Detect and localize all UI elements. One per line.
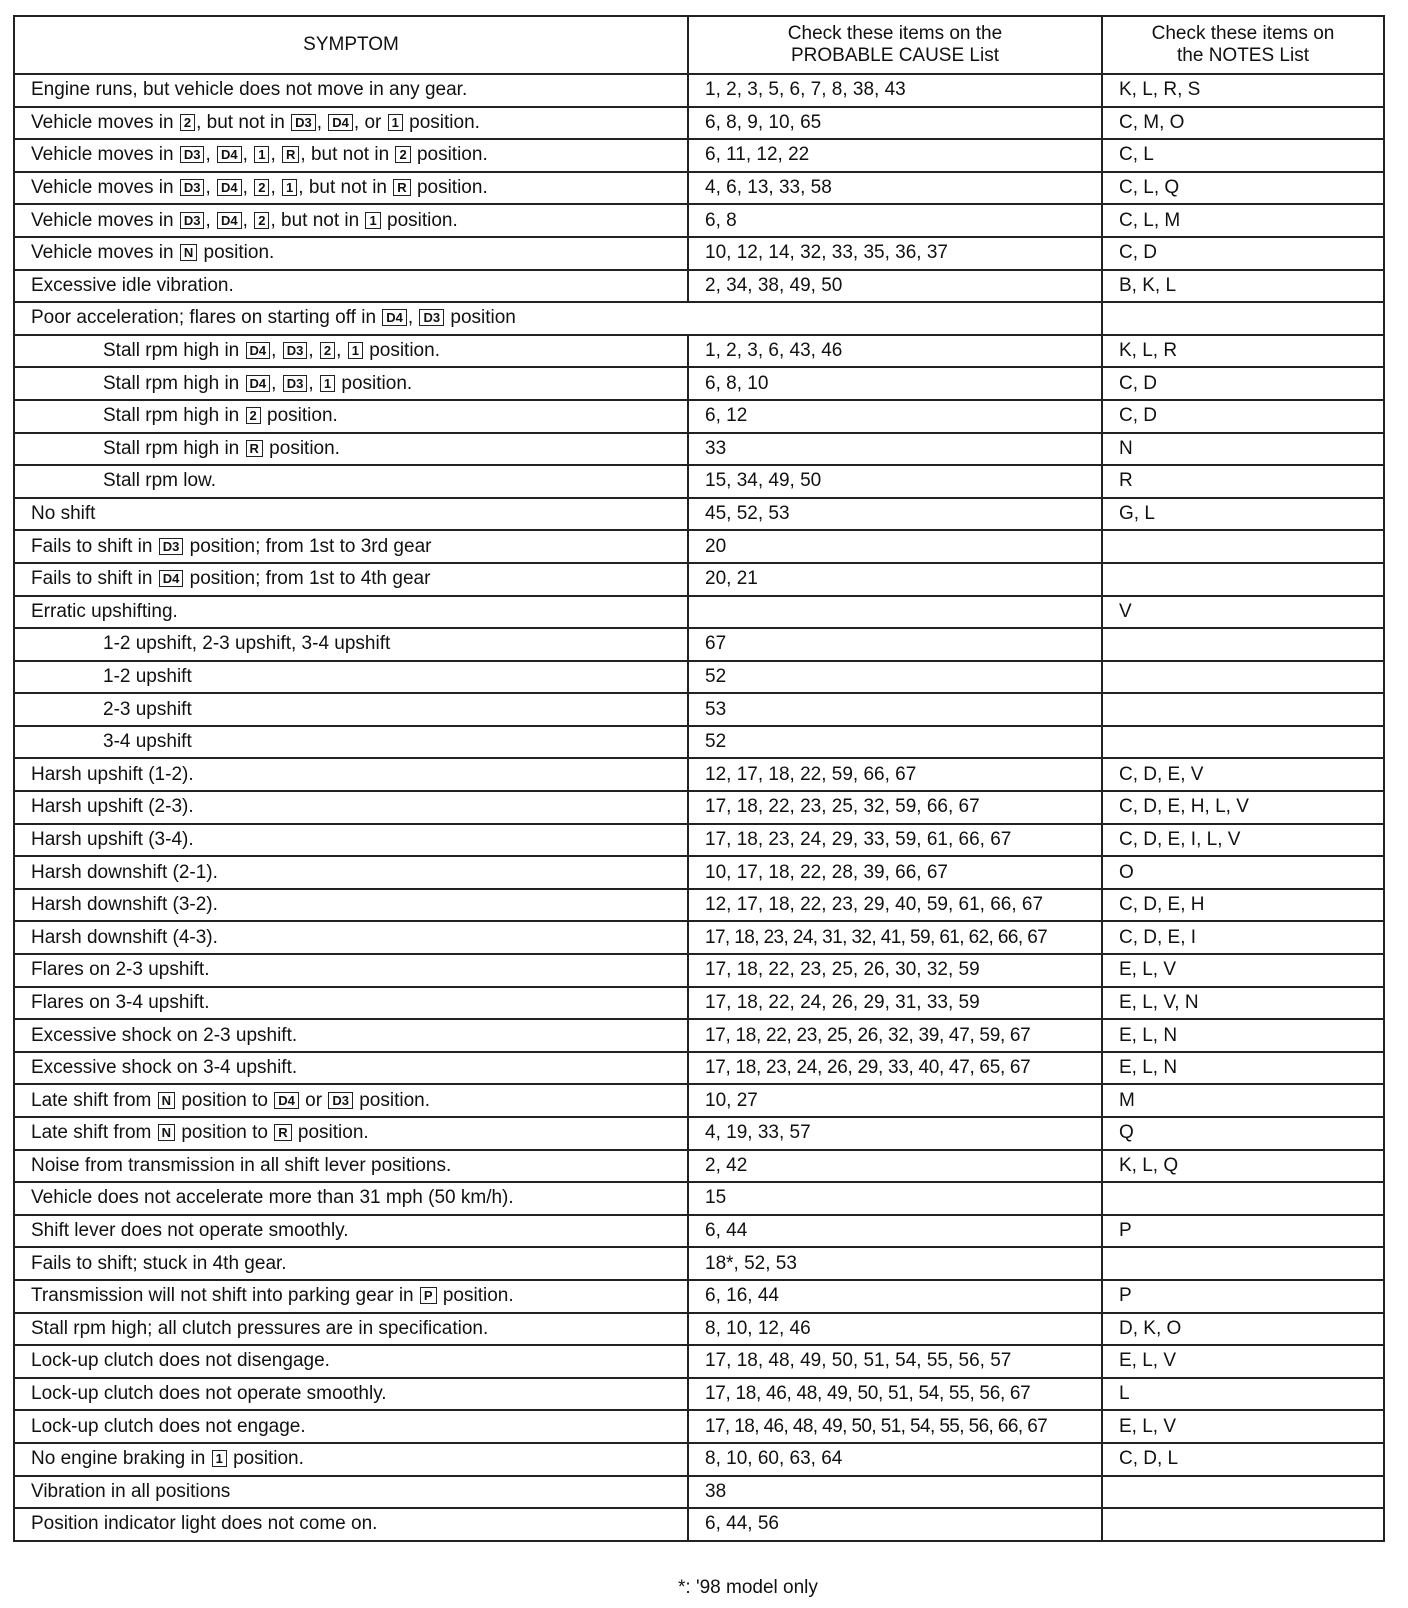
symptom-cell: Vehicle moves in D3 , D4 , 2 , 1 , but not in R position. — [14, 172, 688, 205]
position-n-symbol: N — [158, 1092, 175, 1109]
notes-cell — [1102, 661, 1384, 694]
notes-cell: C, L, Q — [1102, 172, 1384, 205]
notes-cell: P — [1102, 1280, 1384, 1313]
table-row — [14, 400, 1384, 433]
notes-cell: P — [1102, 1215, 1384, 1248]
cause-cell: 15, 34, 49, 50 — [688, 465, 1102, 498]
table-row — [14, 1378, 1384, 1411]
notes-cell — [1102, 1182, 1384, 1215]
table-row — [14, 302, 1384, 335]
symptom-cell: 1-2 upshift, 2-3 upshift, 3-4 upshift — [14, 628, 688, 661]
position-d4-symbol: D4 — [246, 342, 271, 359]
symptom-cell: Vehicle moves in 2 , but not in D3 , D4 , or 1 position. — [14, 107, 688, 140]
notes-cell: C, L — [1102, 139, 1384, 172]
symptom-cell: Stall rpm high in 2 position. — [14, 400, 688, 433]
table-row — [14, 693, 1384, 726]
position-d4-symbol: D4 — [246, 375, 271, 392]
cause-cell: 1, 2, 3, 5, 6, 7, 8, 38, 43 — [688, 74, 1102, 107]
notes-cell — [1102, 628, 1384, 661]
notes-cell: K, L, Q — [1102, 1150, 1384, 1183]
position-2-symbol: 2 — [180, 114, 195, 131]
symptom-cell: Transmission will not shift into parking gear in P position. — [14, 1280, 688, 1313]
header-row — [14, 16, 1384, 74]
symptom-cell: No shift — [14, 498, 688, 531]
position-2-symbol: 2 — [320, 342, 335, 359]
position-d3-symbol: D3 — [419, 309, 444, 326]
symptom-cell: Stall rpm high in R position. — [14, 433, 688, 466]
position-d4-symbol: D4 — [217, 212, 242, 229]
symptom-cell: Stall rpm low. — [14, 465, 688, 498]
symptom-cell: Harsh downshift (3-2). — [14, 889, 688, 922]
cause-cell: 8, 10, 12, 46 — [688, 1313, 1102, 1346]
symptom-cell: Late shift from N position to R position. — [14, 1117, 688, 1150]
cause-cell: 12, 17, 18, 22, 23, 29, 40, 59, 61, 66, 67 — [688, 889, 1102, 922]
symptom-cell: Excessive shock on 2-3 upshift. — [14, 1019, 688, 1052]
cause-cell: 17, 18, 46, 48, 49, 50, 51, 54, 55, 56, 66, 67 — [688, 1410, 1102, 1443]
position-d4-symbol: D4 — [217, 179, 242, 196]
cause-cell: 6, 8, 9, 10, 65 — [688, 107, 1102, 140]
table-row — [14, 530, 1384, 563]
cause-cell: 1, 2, 3, 6, 43, 46 — [688, 335, 1102, 368]
cause-cell: 6, 11, 12, 22 — [688, 139, 1102, 172]
symptom-header: SYMPTOM — [14, 16, 688, 74]
position-r-symbol: R — [282, 146, 299, 163]
symptom-cell: Harsh downshift (2-1). — [14, 856, 688, 889]
table-row — [14, 889, 1384, 922]
table-row — [14, 1345, 1384, 1378]
notes-header: Check these items on the NOTES List — [1102, 16, 1384, 74]
symptom-cell: Harsh upshift (2-3). — [14, 791, 688, 824]
symptom-cell: Excessive idle vibration. — [14, 270, 688, 303]
cause-cell: 10, 27 — [688, 1084, 1102, 1117]
position-1-symbol: 1 — [212, 1450, 227, 1467]
table-row — [14, 628, 1384, 661]
cause-cell: 17, 18, 46, 48, 49, 50, 51, 54, 55, 56, 67 — [688, 1378, 1102, 1411]
notes-cell — [1102, 1508, 1384, 1541]
notes-cell: B, K, L — [1102, 270, 1384, 303]
table-row — [14, 237, 1384, 270]
cause-cell: 6, 44, 56 — [688, 1508, 1102, 1541]
table-row — [14, 1182, 1384, 1215]
notes-cell: K, L, R, S — [1102, 74, 1384, 107]
notes-cell: E, L, V — [1102, 954, 1384, 987]
position-2-symbol: 2 — [395, 146, 410, 163]
symptom-cell: Flares on 2-3 upshift. — [14, 954, 688, 987]
table-row — [14, 1215, 1384, 1248]
position-2-symbol: 2 — [254, 179, 269, 196]
position-d4-symbol: D4 — [217, 146, 242, 163]
notes-cell: E, L, V — [1102, 1345, 1384, 1378]
notes-cell: E, L, N — [1102, 1052, 1384, 1085]
position-d3-symbol: D3 — [180, 146, 205, 163]
symptom-cell: Fails to shift; stuck in 4th gear. — [14, 1247, 688, 1280]
position-d4-symbol: D4 — [274, 1092, 299, 1109]
position-d3-symbol: D3 — [159, 538, 184, 555]
table-row — [14, 172, 1384, 205]
table-row — [14, 1084, 1384, 1117]
cause-cell: 6, 12 — [688, 400, 1102, 433]
cause-cell: 17, 18, 22, 23, 25, 26, 30, 32, 59 — [688, 954, 1102, 987]
cause-cell: 17, 18, 23, 24, 26, 29, 33, 40, 47, 65, 67 — [688, 1052, 1102, 1085]
notes-cell: C, D — [1102, 367, 1384, 400]
table-row — [14, 433, 1384, 466]
cause-cell: 10, 12, 14, 32, 33, 35, 36, 37 — [688, 237, 1102, 270]
table-row — [14, 1247, 1384, 1280]
position-1-symbol: 1 — [282, 179, 297, 196]
symptom-cell: Vehicle moves in N position. — [14, 237, 688, 270]
symptom-cell: Noise from transmission in all shift lever positions. — [14, 1150, 688, 1183]
position-1-symbol: 1 — [254, 146, 269, 163]
position-r-symbol: R — [274, 1124, 291, 1141]
table-row — [14, 726, 1384, 759]
position-d3-symbol: D3 — [283, 342, 308, 359]
cause-cell: 17, 18, 22, 23, 25, 26, 32, 39, 47, 59, 67 — [688, 1019, 1102, 1052]
table-row — [14, 465, 1384, 498]
table-row — [14, 1410, 1384, 1443]
symptom-cell: Harsh upshift (1-2). — [14, 758, 688, 791]
cause-cell: 6, 8 — [688, 204, 1102, 237]
symptom-cell: 2-3 upshift — [14, 693, 688, 726]
table-row — [14, 1150, 1384, 1183]
cause-cell: 52 — [688, 661, 1102, 694]
symptom-cell: Engine runs, but vehicle does not move in any gear. — [14, 74, 688, 107]
table-row — [14, 1508, 1384, 1541]
notes-cell: E, L, V — [1102, 1410, 1384, 1443]
notes-cell — [1102, 563, 1384, 596]
table-row — [14, 824, 1384, 857]
table-row — [14, 921, 1384, 954]
cause-cell: 20, 21 — [688, 563, 1102, 596]
position-n-symbol: N — [180, 244, 197, 261]
table-row — [14, 1117, 1384, 1150]
table-row — [14, 987, 1384, 1020]
table-row — [14, 270, 1384, 303]
cause-cell: 17, 18, 22, 24, 26, 29, 31, 33, 59 — [688, 987, 1102, 1020]
table-row — [14, 661, 1384, 694]
table-row — [14, 791, 1384, 824]
cause-cell: 18*, 52, 53 — [688, 1247, 1102, 1280]
cause-cell: 15 — [688, 1182, 1102, 1215]
notes-cell: C, D — [1102, 237, 1384, 270]
table-row — [14, 335, 1384, 368]
cause-cell: 17, 18, 48, 49, 50, 51, 54, 55, 56, 57 — [688, 1345, 1102, 1378]
table-row — [14, 856, 1384, 889]
notes-cell: C, D — [1102, 400, 1384, 433]
cause-cell: 8, 10, 60, 63, 64 — [688, 1443, 1102, 1476]
notes-cell: N — [1102, 433, 1384, 466]
symptom-cell: 3-4 upshift — [14, 726, 688, 759]
cause-cell: 53 — [688, 693, 1102, 726]
notes-cell: D, K, O — [1102, 1313, 1384, 1346]
notes-cell — [1102, 302, 1384, 335]
notes-cell — [1102, 1476, 1384, 1509]
position-1-symbol: 1 — [320, 375, 335, 392]
notes-cell: R — [1102, 465, 1384, 498]
symptom-cell: Stall rpm high in D4 , D3 , 1 position. — [14, 367, 688, 400]
position-1-symbol: 1 — [348, 342, 363, 359]
symptom-cell: Harsh downshift (4-3). — [14, 921, 688, 954]
cause-cell: 4, 6, 13, 33, 58 — [688, 172, 1102, 205]
notes-cell: C, D, E, I, L, V — [1102, 824, 1384, 857]
table-row — [14, 498, 1384, 531]
cause-cell: 6, 16, 44 — [688, 1280, 1102, 1313]
table-row — [14, 563, 1384, 596]
cause-cell: 6, 8, 10 — [688, 367, 1102, 400]
symptom-cell: Late shift from N position to D4 or D3 position. — [14, 1084, 688, 1117]
symptom-cell: Fails to shift in D3 position; from 1st to 3rd gear — [14, 530, 688, 563]
notes-cell: Q — [1102, 1117, 1384, 1150]
troubleshooting-table — [13, 15, 1385, 1542]
notes-cell — [1102, 693, 1384, 726]
cause-cell: 2, 42 — [688, 1150, 1102, 1183]
notes-cell: E, L, V, N — [1102, 987, 1384, 1020]
symptom-cell: Lock-up clutch does not disengage. — [14, 1345, 688, 1378]
position-d3-symbol: D3 — [328, 1092, 353, 1109]
table-row — [14, 1443, 1384, 1476]
notes-cell: C, D, E, I — [1102, 921, 1384, 954]
position-d3-symbol: D3 — [180, 179, 205, 196]
symptom-cell: Lock-up clutch does not engage. — [14, 1410, 688, 1443]
symptom-cell: 1-2 upshift — [14, 661, 688, 694]
cause-cell: 10, 17, 18, 22, 28, 39, 66, 67 — [688, 856, 1102, 889]
cause-cell: 2, 34, 38, 49, 50 — [688, 270, 1102, 303]
cause-cell: 67 — [688, 628, 1102, 661]
position-d3-symbol: D3 — [180, 212, 205, 229]
notes-cell: O — [1102, 856, 1384, 889]
cause-cell: 12, 17, 18, 22, 59, 66, 67 — [688, 758, 1102, 791]
table-row — [14, 1052, 1384, 1085]
notes-cell: E, L, N — [1102, 1019, 1384, 1052]
position-d3-symbol: D3 — [291, 114, 316, 131]
symptom-cell: Vehicle moves in D3 , D4 , 1 , R , but not in 2 position. — [14, 139, 688, 172]
cause-cell: 52 — [688, 726, 1102, 759]
notes-cell: C, D, E, V — [1102, 758, 1384, 791]
position-p-symbol: P — [420, 1287, 437, 1304]
position-d4-symbol: D4 — [382, 309, 407, 326]
symptom-cell: Excessive shock on 3-4 upshift. — [14, 1052, 688, 1085]
symptom-cell: Vehicle moves in D3 , D4 , 2 , but not in 1 position. — [14, 204, 688, 237]
symptom-cell: No engine braking in 1 position. — [14, 1443, 688, 1476]
position-r-symbol: R — [246, 440, 263, 457]
notes-cell: G, L — [1102, 498, 1384, 531]
position-d4-symbol: D4 — [328, 114, 353, 131]
symptom-cell: Poor acceleration; flares on starting off in D4 , D3 position — [14, 302, 1102, 335]
table-row — [14, 1313, 1384, 1346]
position-2-symbol: 2 — [254, 212, 269, 229]
cause-cell: 17, 18, 23, 24, 31, 32, 41, 59, 61, 62, 66, 67 — [688, 921, 1102, 954]
footnote: *: '98 model only — [678, 1577, 818, 1598]
symptom-cell: Vibration in all positions — [14, 1476, 688, 1509]
symptom-cell: Vehicle does not accelerate more than 31 mph (50 km/h). — [14, 1182, 688, 1215]
notes-cell: V — [1102, 596, 1384, 629]
table-row — [14, 367, 1384, 400]
table-row — [14, 954, 1384, 987]
cause-cell: 17, 18, 22, 23, 25, 32, 59, 66, 67 — [688, 791, 1102, 824]
cause-cell: 17, 18, 23, 24, 29, 33, 59, 61, 66, 67 — [688, 824, 1102, 857]
cause-cell: 38 — [688, 1476, 1102, 1509]
symptom-cell: Position indicator light does not come on. — [14, 1508, 688, 1541]
table-row — [14, 139, 1384, 172]
symptom-cell: Erratic upshifting. — [14, 596, 688, 629]
symptom-cell: Fails to shift in D4 position; from 1st to 4th gear — [14, 563, 688, 596]
symptom-cell: Lock-up clutch does not operate smoothly. — [14, 1378, 688, 1411]
notes-cell: C, M, O — [1102, 107, 1384, 140]
cause-cell: 6, 44 — [688, 1215, 1102, 1248]
table-row — [14, 1019, 1384, 1052]
notes-cell: C, D, E, H, L, V — [1102, 791, 1384, 824]
position-1-symbol: 1 — [365, 212, 380, 229]
notes-cell: C, D, E, H — [1102, 889, 1384, 922]
table-row — [14, 74, 1384, 107]
cause-cell: 4, 19, 33, 57 — [688, 1117, 1102, 1150]
table-row — [14, 1280, 1384, 1313]
table-row — [14, 596, 1384, 629]
cause-cell: 33 — [688, 433, 1102, 466]
probable-cause-header: Check these items on the PROBABLE CAUSE List — [688, 16, 1102, 74]
position-d3-symbol: D3 — [283, 375, 308, 392]
position-2-symbol: 2 — [246, 407, 261, 424]
notes-cell: C, L, M — [1102, 204, 1384, 237]
table-row — [14, 1476, 1384, 1509]
notes-cell: K, L, R — [1102, 335, 1384, 368]
symptom-cell: Shift lever does not operate smoothly. — [14, 1215, 688, 1248]
notes-cell: L — [1102, 1378, 1384, 1411]
position-1-symbol: 1 — [388, 114, 403, 131]
position-r-symbol: R — [393, 179, 410, 196]
symptom-cell: Harsh upshift (3-4). — [14, 824, 688, 857]
symptom-cell: Stall rpm high; all clutch pressures are in specification. — [14, 1313, 688, 1346]
symptom-cell: Flares on 3-4 upshift. — [14, 987, 688, 1020]
notes-cell: C, D, L — [1102, 1443, 1384, 1476]
cause-cell — [688, 596, 1102, 629]
symptom-cell: Stall rpm high in D4 , D3 , 2 , 1 position. — [14, 335, 688, 368]
table-row — [14, 204, 1384, 237]
notes-cell — [1102, 1247, 1384, 1280]
notes-cell — [1102, 530, 1384, 563]
position-n-symbol: N — [158, 1124, 175, 1141]
cause-cell: 45, 52, 53 — [688, 498, 1102, 531]
table-row — [14, 758, 1384, 791]
notes-cell — [1102, 726, 1384, 759]
notes-cell: M — [1102, 1084, 1384, 1117]
position-d4-symbol: D4 — [159, 570, 184, 587]
cause-cell: 20 — [688, 530, 1102, 563]
table-row — [14, 107, 1384, 140]
